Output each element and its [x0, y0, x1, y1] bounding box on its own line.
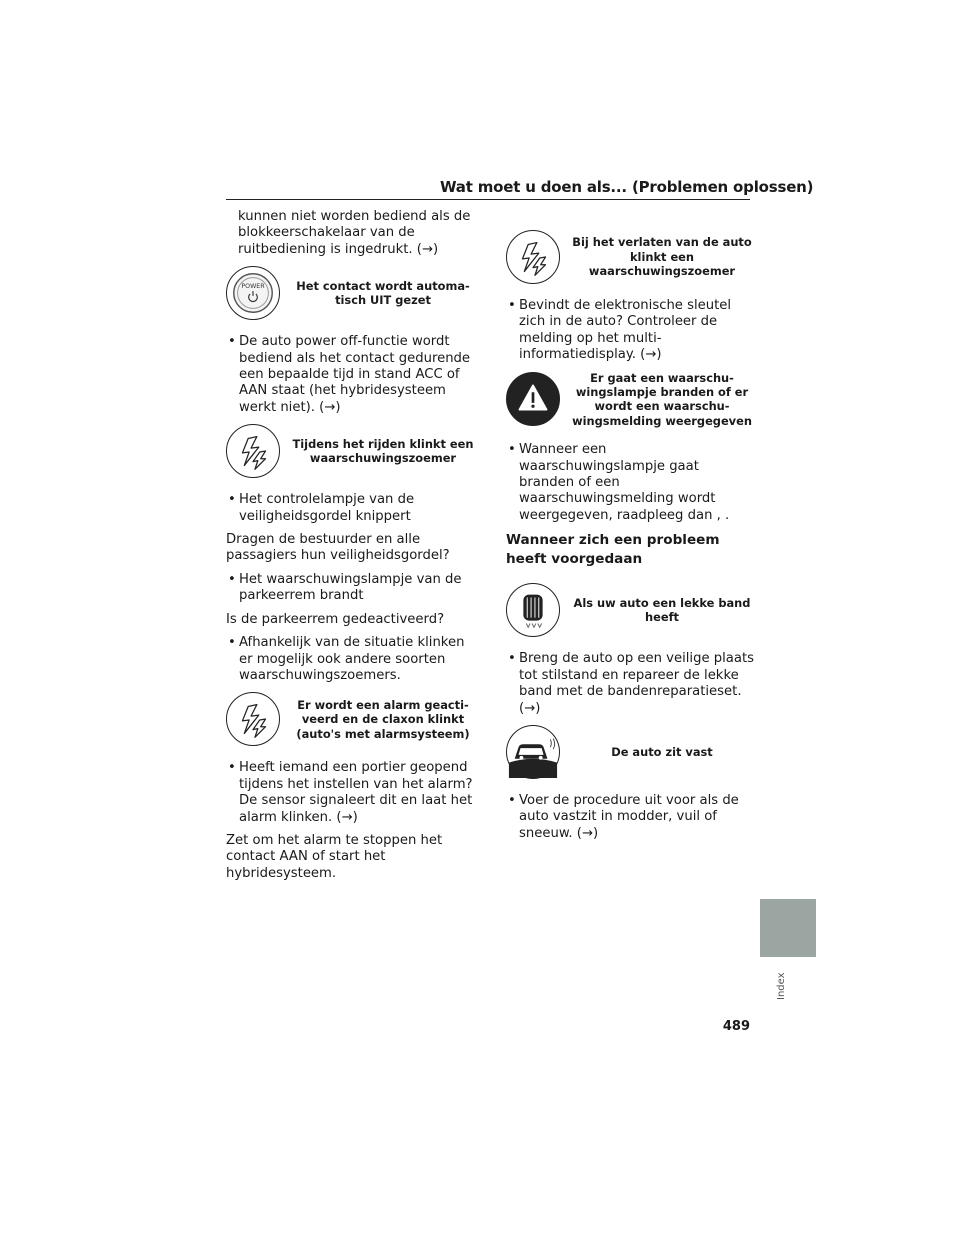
- buzzer-icon: [506, 230, 560, 284]
- index-side-tab[interactable]: [760, 899, 816, 957]
- bullet-door-alarm: • Heeft iemand een portier geopend tijdens het instellen van het alarm? De sensor signaleert dit en laat het alarm klinken. (→): [226, 760, 476, 826]
- bullet-electronic-key: • Bevindt de elektronische sleutel zich in de auto? Controleer de melding op het multi-informatiedisplay. (→): [506, 298, 754, 364]
- icon-label-flat-tire: Als uw auto een lekke band heeft: [573, 595, 751, 625]
- icon-block-warning: [506, 371, 754, 429]
- icon-label-warning: Er gaat een waarschu-wingslampje branden of er wordt een waarschu-wingsmelding weergegeven: [572, 370, 752, 428]
- bullet-stuck-car: • Voer de procedure uit voor als de auto vastzit in modder, vuil of sneeuw. (→): [506, 793, 754, 842]
- buzzer-icon: [226, 424, 280, 478]
- right-column: [506, 230, 754, 849]
- intro-text: kunnen niet worden bediend als de blokkeerschakelaar van de ruitbediening is ingedrukt. (→): [238, 209, 471, 257]
- icon-block-alarm: [226, 692, 476, 746]
- section-subheading: Wanneer zich een probleem heeft voorgedaan: [506, 532, 720, 568]
- icon-block-buzzer-leaving: [506, 230, 754, 284]
- para-parking-brake: Is de parkeerrem gedeactiveerd?: [226, 611, 445, 627]
- bullet-other-buzzers: • Afhankelijk van de situatie klinken er mogelijk ook andere soorten waarschuwingszoemers.: [226, 635, 476, 684]
- power-button-icon: [226, 266, 280, 320]
- stuck-car-icon: [506, 725, 560, 779]
- index-tab-label: Index: [776, 972, 787, 1000]
- para-stop-alarm: Zet om het alarm te stoppen het contact AAN of start het hybridesysteem.: [226, 832, 443, 881]
- buzzer-icon: [226, 692, 280, 746]
- icon-label-alarm: Er wordt een alarm geacti-veerd en de claxon klinkt (auto's met alarmsysteem): [296, 697, 470, 741]
- bullet-warning-light: • Wanneer een waarschuwingslampje gaat branden of een waarschuwingsmelding wordt weergegeven, raadpleeg dan , .: [506, 442, 754, 524]
- bullet-parking-brake: • Het waarschuwingslampje van de parkeerrem brandt: [226, 572, 476, 605]
- warning-icon: [506, 372, 560, 426]
- bullet-auto-power-off: • De auto power off-functie wordt bediend als het contact gedurende een bepaalde tijd in stand ACC of AAN staat (het hybridesysteem werkt niet). (→): [226, 334, 476, 416]
- icon-block-stuck-car: [506, 725, 754, 779]
- bullet-flat-tire: • Breng de auto op een veilige plaats tot stilstand en repareer de lekke band met de bandenreparatieset. (→): [506, 651, 754, 717]
- left-column: [226, 209, 476, 889]
- icon-label-buzzer-leaving: Bij het verlaten van de auto klinkt een waarschuwingszoemer: [572, 235, 752, 279]
- para-seatbelt: Dragen de bestuurder en alle passagiers hun veiligheidsgordel?: [226, 532, 450, 564]
- page-header-title: Wat moet u doen als... (Problemen oplossen): [440, 178, 814, 196]
- icon-block-buzzer-driving: [226, 424, 476, 478]
- bullet-seatbelt: • Het controlelampje van de veiligheidsgordel knippert: [226, 492, 476, 525]
- icon-label-power-off: Het contact wordt automa-tisch UIT gezet: [296, 278, 470, 308]
- icon-block-flat-tire: [506, 583, 754, 637]
- page-number: 489: [722, 1019, 750, 1034]
- header-rule: [226, 199, 750, 200]
- power-text: POWER: [241, 283, 265, 291]
- flat-tire-icon: [506, 583, 560, 637]
- icon-label-buzzer-driving: Tijdens het rijden klinkt een waarschuwingszoemer: [292, 436, 474, 466]
- icon-label-stuck-car: De auto zit vast: [611, 744, 713, 759]
- icon-block-power-off: [226, 266, 476, 320]
